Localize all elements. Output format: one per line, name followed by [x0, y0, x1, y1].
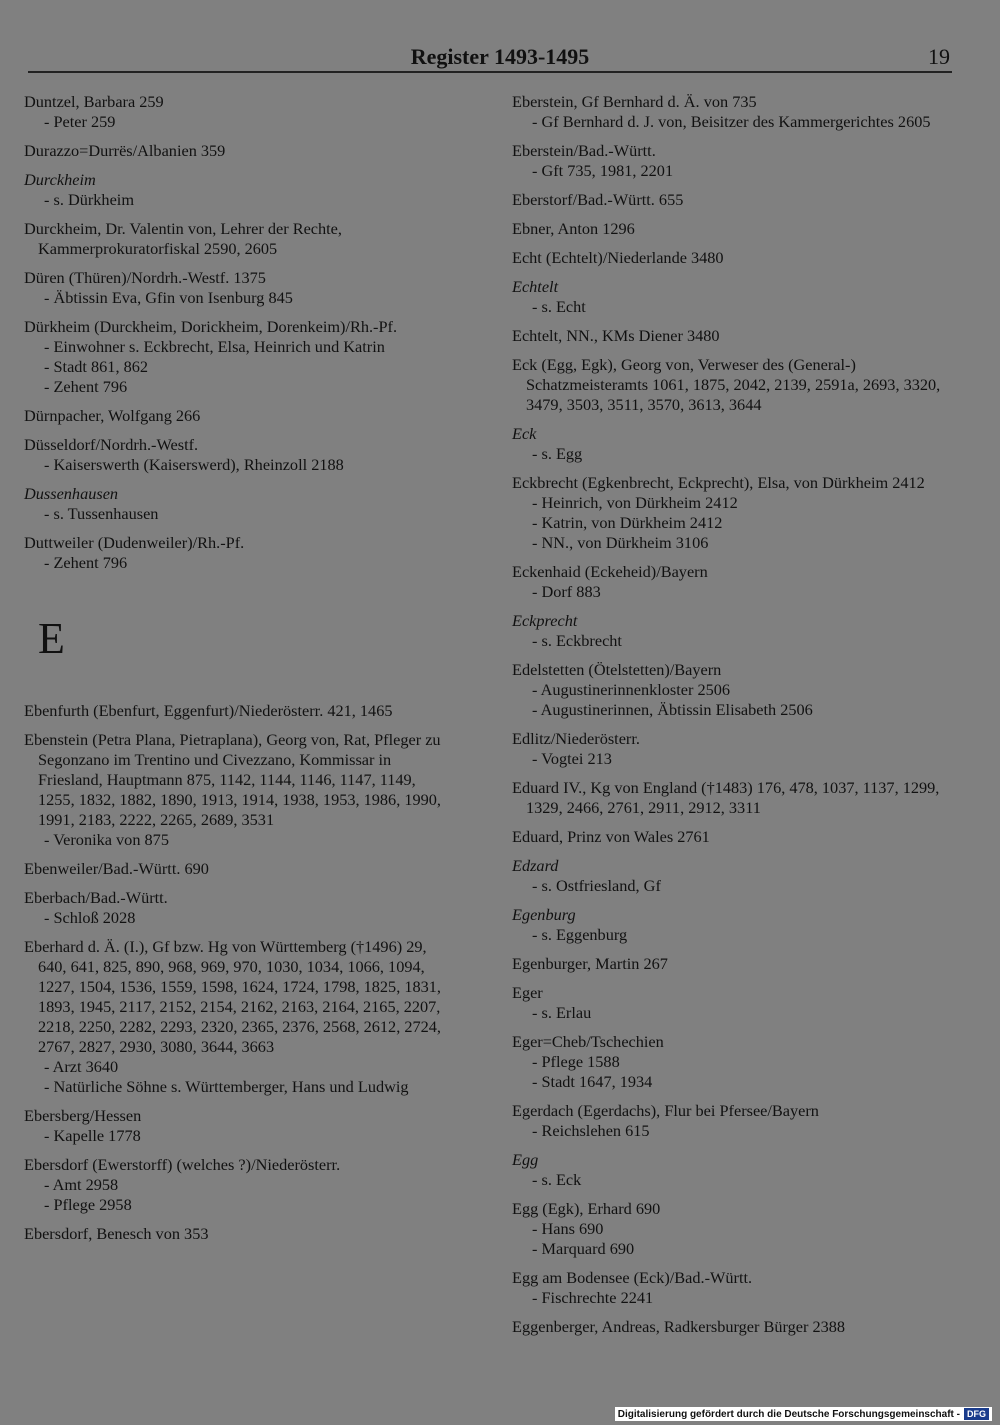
index-entry: [512, 326, 952, 346]
index-entry: [24, 1155, 454, 1215]
entry-subentry: - Pflege 1588: [532, 1052, 620, 1071]
index-entry: [512, 473, 952, 553]
index-entries-e-right: [512, 92, 952, 1337]
entry-heading: Eberstein, Gf Bernhard d. Ä. von 735: [512, 92, 757, 111]
index-entry: [24, 730, 454, 850]
index-entry: [512, 827, 952, 847]
right-column: [512, 92, 952, 1346]
index-entry: [512, 905, 952, 945]
entry-heading: Edelstetten (Ötelstetten)/Bayern: [512, 660, 722, 679]
entry-heading: Egg am Bodensee (Eck)/Bad.-Württ.: [512, 1268, 753, 1287]
entry-heading: Eduard, Prinz von Wales 2761: [512, 827, 710, 846]
entry-heading: Egenburger, Martin 267: [512, 954, 668, 973]
index-entry: [512, 1317, 952, 1337]
index-entry: [512, 611, 952, 651]
entry-heading: Egg (Egk), Erhard 690: [512, 1199, 661, 1218]
entry-subentry: - Pflege 2958: [44, 1195, 132, 1214]
index-entry: [24, 92, 454, 132]
index-entry: [24, 937, 454, 1097]
entry-subentry: - s. Tussenhausen: [44, 504, 159, 523]
entry-heading: Edlitz/Niederösterr.: [512, 729, 640, 748]
index-entry: [512, 1032, 952, 1092]
entry-heading: Eger=Cheb/Tschechien: [512, 1032, 664, 1051]
entry-heading: Ebner, Anton 1296: [512, 219, 635, 238]
entry-heading: Dussenhausen: [24, 484, 119, 503]
entry-heading: Durckheim, Dr. Valentin von, Lehrer der Rechte, Kammerprokuratorfiskal 2590, 2605: [24, 219, 342, 258]
entry-heading: Eger: [512, 983, 543, 1002]
entry-subentry: - Zehent 796: [44, 553, 128, 572]
entry-subentry: - s. Dürkheim: [44, 190, 134, 209]
index-entry: [24, 141, 454, 161]
entry-subentry: - Vogtei 213: [532, 749, 612, 768]
entry-subentry: - s. Erlau: [532, 1003, 592, 1022]
entry-subentry: - Stadt 1647, 1934: [532, 1072, 653, 1091]
index-entry: [512, 1150, 952, 1190]
left-column: [24, 92, 454, 1253]
index-entry: [512, 92, 952, 132]
index-entry: [512, 1199, 952, 1259]
index-entries-e-left: [24, 701, 454, 1244]
entry-heading: Eckenhaid (Eckeheid)/Bayern: [512, 562, 708, 581]
entry-subentry: - Augustinerinnen, Äbtissin Elisabeth 2506: [532, 700, 813, 719]
entry-heading: Duttweiler (Dudenweiler)/Rh.-Pf.: [24, 533, 245, 552]
index-entry: [512, 562, 952, 602]
index-entry: [512, 954, 952, 974]
entry-heading: Echtelt, NN., KMs Diener 3480: [512, 326, 720, 345]
footer-text: Digitalisierung gefördert durch die Deutsche Forschungsgemeinschaft -: [617, 1408, 960, 1420]
entry-subentry: - NN., von Dürkheim 3106: [532, 533, 709, 552]
footer-credit: [615, 1407, 992, 1421]
entry-heading: Edzard: [512, 856, 559, 875]
entry-heading: Egg: [512, 1150, 539, 1169]
entry-heading: Ebersdorf (Ewerstorff) (welches ?)/Niederösterr.: [24, 1155, 341, 1174]
index-entry: [512, 856, 952, 896]
entry-heading: Egenburg: [512, 905, 576, 924]
index-entry: [512, 141, 952, 181]
entry-subentry: - Katrin, von Dürkheim 2412: [532, 513, 723, 532]
page-title: Register 1493-1495: [410, 44, 590, 69]
entry-heading: Ebersdorf, Benesch von 353: [24, 1224, 209, 1243]
entry-subentry: - Marquard 690: [532, 1239, 635, 1258]
entry-heading: Echt (Echtelt)/Niederlande 3480: [512, 248, 724, 267]
section-letter: E: [38, 614, 65, 663]
entry-subentry: - Kaiserswerth (Kaiserswerd), Rheinzoll 2188: [44, 455, 344, 474]
entry-subentry: - Natürliche Söhne s. Württemberger, Hans und Ludwig: [44, 1077, 409, 1096]
entry-subentry: - Veronika von 875: [44, 830, 169, 849]
index-entry: [24, 406, 454, 426]
index-entry: [512, 277, 952, 317]
index-entry: [512, 660, 952, 720]
entry-heading: Düsseldorf/Nordrh.-Westf.: [24, 435, 199, 454]
entry-heading: Eckbrecht (Egkenbrecht, Eckprecht), Elsa, von Dürkheim 2412: [512, 473, 925, 492]
index-entry: [24, 859, 454, 879]
entry-subentry: - Hans 690: [532, 1219, 604, 1238]
entry-heading: Dürkheim (Durckheim, Dorickheim, Dorenkeim)/Rh.-Pf.: [24, 317, 398, 336]
index-entry: [512, 248, 952, 268]
entry-heading: Düren (Thüren)/Nordrh.-Westf. 1375: [24, 268, 266, 287]
index-entry: [512, 424, 952, 464]
entry-subentry: - Dorf 883: [532, 582, 601, 601]
page-number: 19: [928, 44, 950, 69]
entry-heading: Eduard IV., Kg von England (†1483) 176, 478, 1037, 1137, 1299, 1329, 2466, 2761, 2911, 2912, 3311: [512, 778, 940, 817]
entry-subentry: - Heinrich, von Dürkheim 2412: [532, 493, 738, 512]
entry-heading: Eberhard d. Ä. (I.), Gf bzw. Hg von Württemberg (†1496) 29, 640, 641, 825, 890, 968, 969, 970, 1030, 1034, 1066, 1094, 1227, 1504, 1536, 1559, 1598, 1624, 1724, 1798, 1825, 1831, 1893, 1945, 2117, 2152, 2154, 2162, 2163, 2164, 2165, 2207, 2218, 2250, 2282, 2293, 2320, 2365, 2376, 2568, 2612, 2724, 2767, 2827, 2930, 3080, 3644, 3663: [24, 937, 441, 1056]
entry-subentry: - s. Echt: [532, 297, 586, 316]
index-entry: [512, 219, 952, 239]
index-entry: [24, 435, 454, 475]
index-entry: [24, 888, 454, 928]
index-entry: [24, 219, 454, 259]
entry-subentry: - Zehent 796: [44, 377, 128, 396]
index-entry: [512, 355, 952, 415]
entry-subentry: - Amt 2958: [44, 1175, 119, 1194]
entry-heading: Eberbach/Bad.-Württ.: [24, 888, 168, 907]
entry-heading: Eberstorf/Bad.-Württ. 655: [512, 190, 684, 209]
entry-subentry: - s. Eggenburg: [532, 925, 628, 944]
entry-subentry: - Stadt 861, 862: [44, 357, 149, 376]
index-entry: [512, 1101, 952, 1141]
entry-subentry: - Kapelle 1778: [44, 1126, 141, 1145]
entry-subentry: - Gft 735, 1981, 2201: [532, 161, 674, 180]
entry-heading: Eckprecht: [512, 611, 578, 630]
dfg-logo: DFG: [964, 1408, 989, 1420]
entry-heading: Dürnpacher, Wolfgang 266: [24, 406, 201, 425]
entry-heading: Egerdach (Egerdachs), Flur bei Pfersee/Bayern: [512, 1101, 819, 1120]
entry-subentry: - s. Egg: [532, 444, 583, 463]
entry-heading: Ebenfurth (Ebenfurt, Eggenfurt)/Niederösterr. 421, 1465: [24, 701, 393, 720]
entry-subentry: - s. Eckbrecht: [532, 631, 622, 650]
index-entry: [24, 317, 454, 397]
entry-subentry: - Arzt 3640: [44, 1057, 119, 1076]
entry-subentry: - s. Ostfriesland, Gf: [532, 876, 661, 895]
entry-subentry: - Reichslehen 615: [532, 1121, 650, 1140]
entry-heading: Eck (Egg, Egk), Georg von, Verweser des (General-) Schatzmeisteramts 1061, 1875, 2042, 2139, 2591a, 2693, 3320, 3479, 3503, 3511, 3570, 3613, 3644: [512, 355, 941, 414]
entry-subentry: - Augustinerinnenkloster 2506: [532, 680, 731, 699]
entry-heading: Durckheim: [24, 170, 96, 189]
header-rule: [28, 71, 952, 73]
index-entry: [24, 1106, 454, 1146]
entry-heading: Eberstein/Bad.-Württ.: [512, 141, 656, 160]
entry-heading: Ebenweiler/Bad.-Württ. 690: [24, 859, 209, 878]
entry-subentry: - Peter 259: [44, 112, 116, 131]
entry-heading: Ebenstein (Petra Plana, Pietraplana), Georg von, Rat, Pfleger zu Segonzano im Trentino und Civezzano, Kommissar in Friesland, Hauptmann 875, 1142, 1144, 1146, 1147, 1149, 1255, 1832, 1882, 1890, 1913, 1914, 1938, 1953, 1986, 1990, 1991, 2183, 2222, 2265, 2689, 3531: [24, 730, 441, 829]
entry-heading: Ebersberg/Hessen: [24, 1106, 142, 1125]
entry-subentry: - Fischrechte 2241: [532, 1288, 654, 1307]
index-entry: [512, 190, 952, 210]
index-entry: [24, 701, 454, 721]
index-entry: [24, 484, 454, 524]
entry-subentry: - Schloß 2028: [44, 908, 136, 927]
index-entry: [24, 268, 454, 308]
entry-subentry: - Äbtissin Eva, Gfin von Isenburg 845: [44, 288, 293, 307]
entry-heading: Eggenberger, Andreas, Radkersburger Bürger 2388: [512, 1317, 846, 1336]
index-entry: [24, 170, 454, 210]
index-entry: [24, 1224, 454, 1244]
entry-heading: Eck: [512, 424, 537, 443]
index-entry: [512, 1268, 952, 1308]
entry-subentry: - s. Eck: [532, 1170, 582, 1189]
index-entry: [24, 533, 454, 573]
index-entry: [512, 729, 952, 769]
index-entry: [512, 983, 952, 1023]
entry-subentry: - Gf Bernhard d. J. von, Beisitzer des Kammergerichtes 2605: [532, 112, 931, 131]
index-entry: [512, 778, 952, 818]
entry-heading: Echtelt: [512, 277, 559, 296]
page-header: [0, 44, 1000, 74]
index-entries-d: [24, 92, 454, 573]
entry-subentry: - Einwohner s. Eckbrecht, Elsa, Heinrich und Katrin: [44, 337, 385, 356]
entry-heading: Durazzo=Durrës/Albanien 359: [24, 141, 226, 160]
entry-heading: Duntzel, Barbara 259: [24, 92, 164, 111]
